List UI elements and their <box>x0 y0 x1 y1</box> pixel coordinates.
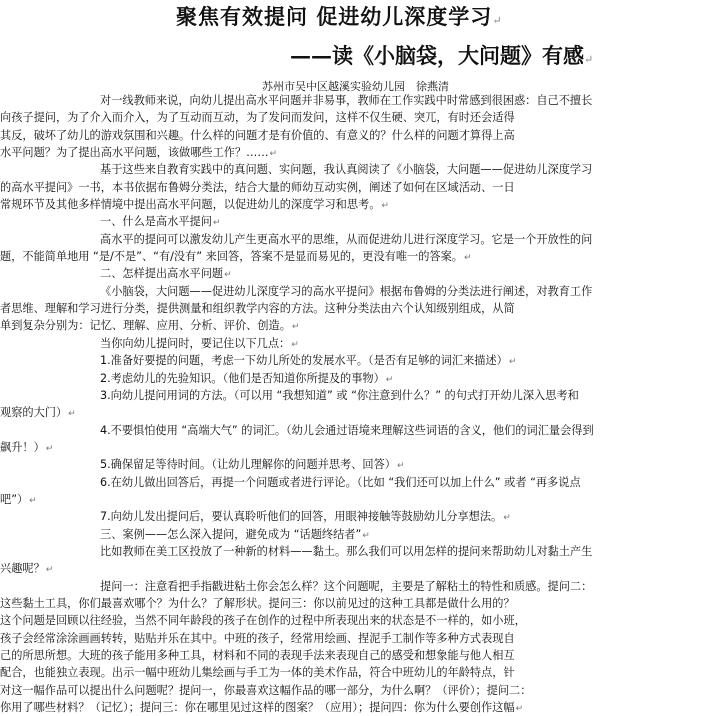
text-line <box>0 491 640 508</box>
line-text: 向孩子提问，为了介入而介入，为了互动而互动，为了发问而发问，这样不仅生硬、突兀，有时还会适得 <box>0 111 515 125</box>
line-text: 3.向幼儿提问用词的方法。（可以用 “我想知道” 或 “你注意到什么？” 的句式打开幼儿深入思考和 <box>100 388 579 402</box>
return-mark: ↵ <box>269 149 278 160</box>
line-text: 者思维、理解和学习进行分类，提供测量和组织教学内容的方法。这种分类法由六个认知级别组成，从简 <box>0 302 515 316</box>
author-line: 苏州市吴中区越溪实验幼儿园 徐燕清 <box>262 80 449 93</box>
return-mark: ↵ <box>212 218 221 229</box>
line-text: 题，不能简单地用 “是/不是”、“有/没有” 来回答，答案不是显而易见的，更没有唯一的答案。 <box>0 250 463 264</box>
line-text: 吧”） <box>0 492 29 506</box>
text-line <box>0 317 640 334</box>
text-line <box>0 179 640 196</box>
line-text: 孩子会经常涂涂画画转转，贴贴并乐在其中。中班的孩子，经常用绘画、捏泥手工制作等多种方式表现自 <box>0 631 515 645</box>
line-text: 5.确保留足等待时间。（让幼儿理解你的问题并思考、回答） <box>100 458 396 472</box>
return-mark: ↵ <box>291 322 300 333</box>
line-text: 《小脑袋，大问题——促进幼儿深度学习的高水平提问》根据布鲁姆的分类法进行阐述，对教育工作 <box>100 284 593 298</box>
return-mark: ↵ <box>45 443 54 454</box>
title-text: 聚焦有效提问 促进幼儿深度学习 <box>176 4 493 29</box>
return-mark: ↵ <box>515 704 524 715</box>
text-line <box>100 508 640 525</box>
line-text: 兴趣呢？ <box>0 562 45 576</box>
text-line <box>100 543 640 560</box>
return-mark: ↵ <box>492 14 503 27</box>
line-text: 1.准备好要提的问题，考虑一下幼儿所处的发展水平。（是否有足够的词汇来描述） <box>100 354 508 368</box>
text-line <box>100 335 640 352</box>
text-line <box>100 370 640 387</box>
line-text: 对一线教师来说，向幼儿提出高水平问题并非易事，教师在工作实践中时常感到很困惑：自己不擅长 <box>100 94 593 107</box>
text-line <box>0 647 640 664</box>
text-line <box>0 699 640 716</box>
return-mark: ↵ <box>503 513 511 524</box>
text-line <box>100 231 640 248</box>
text-line <box>100 352 640 369</box>
line-text: 你用了哪些材料？（记忆）；提问三：你在哪里见过这样的图案？（应用）；提问四：你为什么要创作这幅 <box>0 701 515 715</box>
text-line <box>100 213 640 230</box>
text-line <box>0 560 640 577</box>
return-mark: ↵ <box>463 253 472 264</box>
line-text: 常规环节及其他多样情境中提出高水平问题，以促进幼儿的深度学习和思考。 <box>0 198 381 212</box>
text-line <box>0 144 640 161</box>
return-mark: ↵ <box>68 409 76 420</box>
text-line <box>100 474 640 491</box>
text-line <box>0 196 640 213</box>
return-mark: ↵ <box>385 374 394 385</box>
text-line <box>0 612 640 629</box>
line-text: 其反，破坏了幼儿的游戏氛围和兴趣。什么样的问题才是有价值的、有意义的？什么样的问题才算得上高 <box>0 128 515 142</box>
line-text: 飙升！） <box>0 440 45 454</box>
line-text: 的高水平提问》一书，本书依据布鲁姆分类法，结合大量的师幼互动实例，阐述了如何在区域活动、一日 <box>0 180 515 194</box>
document-body <box>0 92 640 716</box>
line-text: 7.向幼儿发出提问后，要认真聆听他们的回答，用眼神接触等鼓励幼儿分享想法。 <box>100 510 503 524</box>
line-text: 二、怎样提出高水平问题 <box>100 267 224 281</box>
text-line <box>0 595 640 612</box>
line-text: 己的所思所想。大班的孩子能用多种工具，材料和不同的表现手法来表现自己的感受和想象能与他人相互 <box>0 649 515 662</box>
line-text: 一、什么是高水平提问 <box>100 215 212 229</box>
line-text: 比如教师在美工区投放了一种新的材料——黏土。那么我们可以用怎样的提问来帮助幼儿对黏土产生 <box>100 544 593 558</box>
return-mark: ↵ <box>45 565 54 576</box>
text-line <box>0 300 640 317</box>
text-line <box>0 109 640 126</box>
text-line <box>100 456 640 473</box>
line-text: 这个问题是回顾以往经验，当然不同年龄段的孩子在创作的过程中所表现出来的状态是不一样的，如小班， <box>0 614 526 628</box>
text-line <box>0 404 640 421</box>
document-subtitle <box>290 40 593 70</box>
line-text: 高水平的提问可以激发幼儿产生更高水平的思维，从而促进幼儿进行深度学习。它是一个开放性的问 <box>100 232 593 246</box>
line-text: 4.不要惧怕使用 “高端大气” 的词汇。（幼儿会通过语境来理解这些词语的含义，他们的词汇量会得到 <box>100 423 594 437</box>
line-text: 基于这些来自教育实践中的真问题、实问题，我认真阅读了《小脑袋，大问题——促进幼儿深度学习 <box>100 163 593 177</box>
document-title <box>176 1 503 31</box>
line-text: 当你向幼儿提问时，要记住以下几点： <box>100 336 291 350</box>
text-line <box>100 578 640 595</box>
text-line <box>100 265 640 282</box>
text-line <box>100 387 640 404</box>
line-text: 水平问题？为了提出高水平问题，该做哪些工作？…… <box>0 146 269 160</box>
line-text: 6.在幼儿做出回答后，再提一个问题或者进行评论。（比如 “我们还可以加上什么” 或者 “再多说点 <box>100 475 581 489</box>
line-text: 观察的大门） <box>0 406 68 420</box>
text-line <box>100 422 640 439</box>
line-text: 配合，也能独立表现。出示一幅中班幼儿集绘画与手工为一体的美术作品，符合中班幼儿的年龄特点，针 <box>0 666 515 680</box>
text-line <box>0 248 640 265</box>
text-line <box>100 526 640 543</box>
line-text: 提问一：注意看把手指戳进粘土你会怎么样？这个问题呢，主要是了解粘土的特性和质感。提问二： <box>100 579 593 593</box>
line-text: 这些黏土工具，你们最喜欢哪个？为什么？了解形状。提问三：你以前见过的这种工具都是做什么用的？ <box>0 596 515 610</box>
return-mark: ↵ <box>508 357 517 368</box>
return-mark: ↵ <box>381 201 389 212</box>
subtitle-text: ——读《小脑袋，大问题》有感 <box>290 43 584 68</box>
text-line <box>0 127 640 144</box>
return-mark: ↵ <box>584 53 594 66</box>
text-line <box>0 630 640 647</box>
text-line <box>100 161 640 178</box>
text-line <box>100 283 640 300</box>
line-text: 三、案例——怎么深入提问，避免成为 “话题终结者” <box>100 527 362 541</box>
text-line <box>100 92 640 109</box>
text-line <box>0 664 640 681</box>
return-mark: ↵ <box>362 530 370 541</box>
return-mark: ↵ <box>29 495 37 506</box>
line-text: 对这一幅作品可以提出什么问题呢？提问一，你最喜欢这幅作品的哪一部分，为什么啊？（评价）；提问二： <box>0 683 532 697</box>
text-line <box>0 439 640 456</box>
line-text: 单到复杂分别为：记忆、理解、应用、分析、评价、创造。 <box>0 319 291 333</box>
return-mark: ↵ <box>291 339 299 350</box>
text-line <box>0 682 640 699</box>
return-mark: ↵ <box>396 461 405 472</box>
line-text: 2.考虑幼儿的先验知识。（他们是否知道你所提及的事物） <box>100 371 385 385</box>
return-mark: ↵ <box>224 270 232 281</box>
